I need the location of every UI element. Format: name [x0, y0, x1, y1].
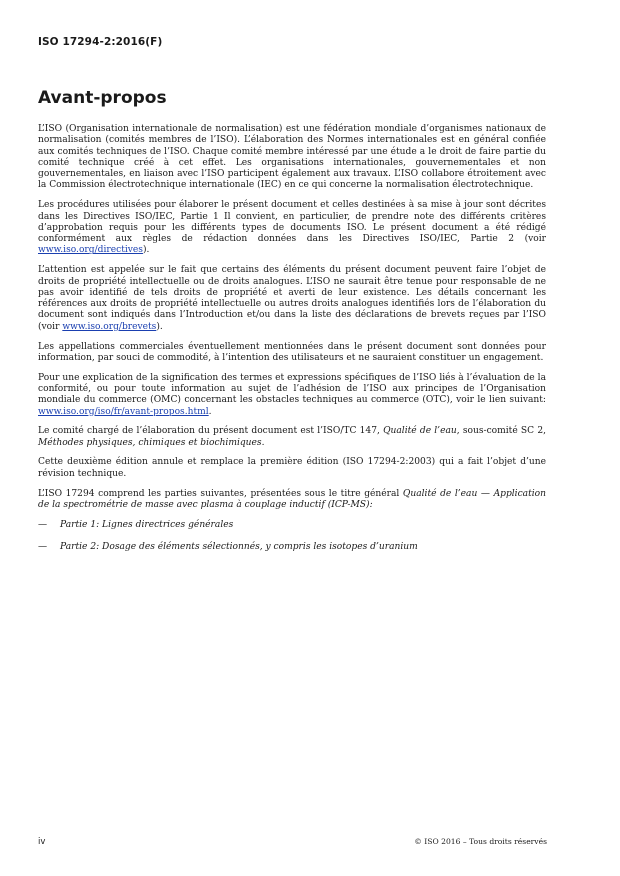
paragraph-6-a: Le comité chargé de l’élaboration du présent document est l’ISO/TC 147,	[38, 426, 384, 437]
paragraph-3-text: L’attention est appelée sur le fait que certains des éléments du présent document peuvent faire l’objet de droits de propriété intellectuelle ou de droits analogues. L’ISO ne saurait être tenue pour responsable de ne pas avoir identifié de tels droits de propriété et averti de leur existence. Les détails concernant les références aux droits de propriété intellectuelle ou autres droits analogues identifiés lors de l’élaboration du document sont indiqués dans l’Introduction et/ou dans la liste des déclarations de brevets reçues par l’ISO (voir	[38, 265, 546, 332]
paragraph-3	[38, 265, 546, 333]
paragraph-5-end: .	[208, 406, 212, 417]
page-title: Avant-propos	[38, 88, 167, 108]
paragraph-6-end: .	[261, 437, 265, 448]
paragraph-6-b: , sous-comité SC 2,	[456, 426, 546, 437]
directives-link[interactable]: www.iso.org/directives	[38, 245, 143, 256]
dash-marker: —	[38, 541, 48, 552]
foreword-link[interactable]: www.iso.org/iso/fr/avant-propos.html	[38, 406, 209, 417]
paragraph-2-end: ).	[142, 245, 150, 256]
paragraph-8-a: L’ISO 17294 comprend les parties suivantes, présentées sous le titre général	[38, 488, 403, 499]
general-title: Qualité de l’eau — Application de la spectrométrie de masse avec plasma à couplage inductif (ICP-MS):	[38, 488, 547, 510]
part-1-label: Partie 1: Lignes directrices générales	[60, 519, 234, 530]
paragraph-4: Les appellations commerciales éventuellement mentionnées dans le présent document sont données pour information, par souci de commodité, à l’intention des utilisateurs et ne sauraient constituer un engagement.	[38, 341, 546, 363]
list-item	[38, 542, 546, 553]
page-number: iv	[38, 837, 46, 847]
paragraph-6	[38, 426, 546, 449]
committee-title: Qualité de l’eau	[383, 426, 457, 437]
copyright-notice: © ISO 2016 – Tous droits réservés	[414, 837, 547, 846]
paragraph-7: Cette deuxième édition annule et remplace la première édition (ISO 17294-2:2003) qui a fait l’objet d’une révision technique.	[38, 457, 546, 479]
paragraph-3-end: ).	[156, 321, 163, 332]
paragraph-5	[38, 373, 546, 418]
part-2-label: Partie 2: Dosage des éléments sélectionnés, y compris les isotopes d’uranium	[60, 541, 418, 552]
dash-marker: —	[38, 519, 48, 530]
paragraph-8	[38, 489, 546, 512]
paragraph-1: L’ISO (Organisation internationale de normalisation) est une fédération mondiale d’organismes nationaux de normalisation (comités membres de l’ISO). L’élaboration des Normes internationales est en général confiée aux comités techniques de l’ISO. Chaque comité membre intéressé par une étude a le droit de faire partie du comité technique créé à cet effet. Les organisations internationales, gouvernementales et non gouvernementales, en liaison avec l’ISO participent également aux travaux. L’ISO collabore étroitement avec la Commission électrotechnique internationale (IEC) en ce qui concerne la normalisation électrotechnique.	[38, 124, 546, 191]
patents-link[interactable]: www.iso.org/brevets	[62, 321, 157, 332]
paragraph-2	[38, 200, 546, 256]
foreword-body	[38, 124, 546, 564]
paragraph-2-text: Les procédures utilisées pour élaborer le présent document et celles destinées à sa mise à jour sont décrites dans les Directives ISO/IEC, Partie 1 Il convient, en particulier, de prendre note des différents critères d’approbation requis pour les différents types de documents ISO. Le présent document a été rédigé conformément aux règles de rédaction données dans les Directives ISO/IEC, Partie 2 (voir	[38, 200, 546, 245]
list-item	[38, 520, 546, 531]
paragraph-5-text: Pour une explication de la signification des termes et expressions spécifiques de l’ISO liés à l’évaluation de la conformité, ou pour toute information au sujet de l’adhésion de l’ISO aux principes de l’Organisation mondiale du commerce (OMC) concernant les obstacles techniques au commerce (OTC), voir le lien suivant:	[38, 372, 546, 406]
subcommittee-title: Méthodes physiques, chimiques et biochimiques	[38, 437, 262, 448]
document-id: ISO 17294-2:2016(F)	[38, 36, 163, 48]
